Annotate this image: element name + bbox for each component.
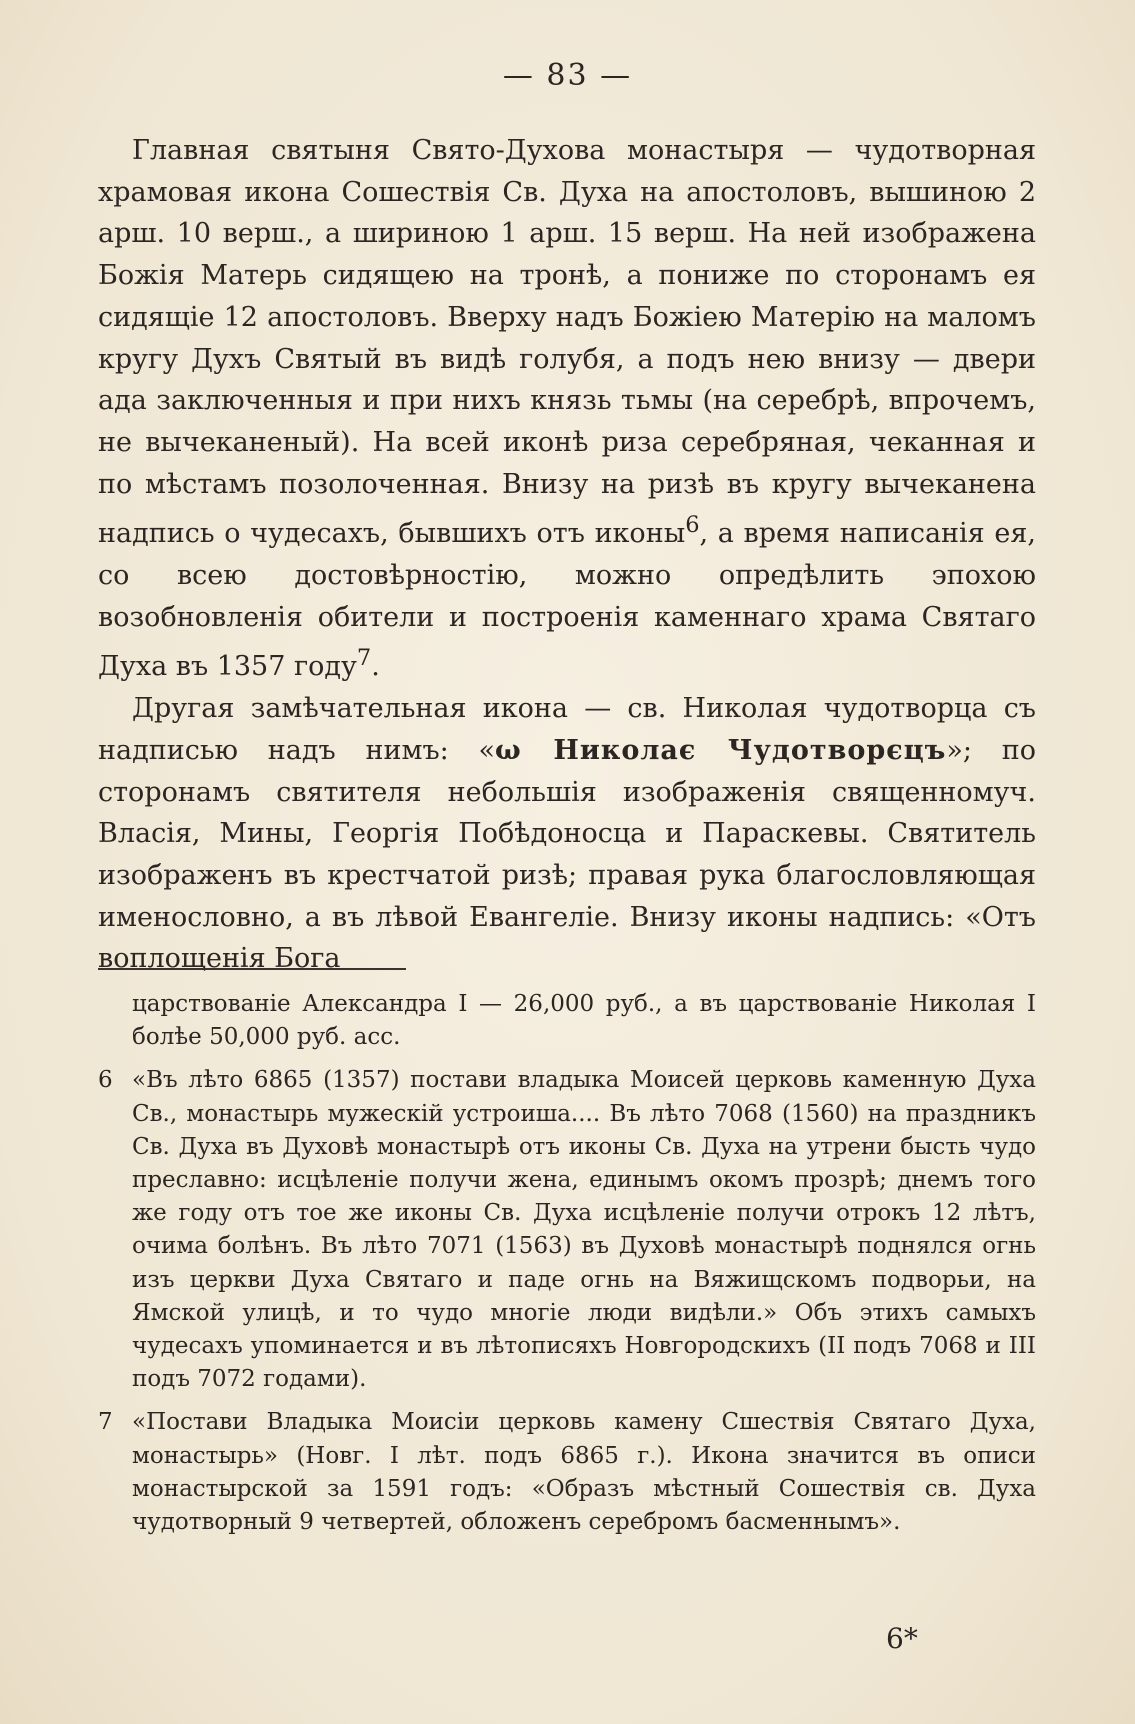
footnote-ref-7[interactable]: 7 (356, 645, 372, 672)
footnote-continuation: царствованіе Александра I — 26,000 руб., а въ царствованіе Николая I болѣе 50,000 руб. асс. (132, 991, 1036, 1051)
main-text (98, 130, 1036, 980)
footnote-number: 7 (98, 1409, 113, 1436)
footnote-text: «Постави Владыка Моисіи церковь камену Сшествія Святаго Духа, монастырь» (Новг. I лѣт. подъ 6865 г.). Икона значится въ описи монастырской за 1591 годъ: «Образъ мѣстный Сошествія св. Духа чудотворный 9 четвертей, обложенъ серебромъ басменнымъ». (132, 1409, 1036, 1536)
page-number: — 83 — (502, 58, 633, 93)
signature-mark: 6* (886, 1622, 918, 1655)
footnote-number: 6 (98, 1067, 113, 1094)
paragraph-1-end: . (371, 651, 380, 683)
paragraph-1 (98, 130, 1036, 688)
paragraph-2 (98, 688, 1036, 980)
footnote-separator (98, 968, 406, 970)
paragraph-2-end: »; по сторонамъ святителя небольшія изображенія священномуч. Власія, Мины, Георгія Побѣдоносца и Параскевы. Святитель изображенъ въ крестчатой ризѣ; правая рука благословляющая именословно, а въ лѣвой Евангеліе. Внизу иконы надпись: «Отъ воплощенія Бога (98, 734, 1036, 975)
paragraph-1-mid: , а время написанія ея, со всею достовѣрностію, можно опредѣлить эпохою возобновленія обители и построенія каменнаго храма Святаго Духа въ 1357 году (98, 518, 1036, 683)
old-slavonic-inscription: ω Николає Чудотворєцъ (495, 734, 947, 766)
footnotes (98, 988, 1036, 1539)
footnote-text: «Въ лѣто 6865 (1357) постави владыка Моисей церковь каменную Духа Св., монастырь мужескій устроиша.... Въ лѣто 7068 (1560) на праздникъ Св. Духа въ Духовѣ монастырѣ отъ иконы Св. Духа на утрени бысть чудо преславно: исцѣленіе получи жена, единымъ окомъ прозрѣ; днемъ того же году отъ тое же иконы Св. Духа исцѣленіе получи отрокъ 12 лѣтъ, очима болѣнъ. Въ лѣто 7071 (1563) въ Духовѣ монастырѣ поднялся огнь изъ церкви Духа Святаго и паде огнь на Вяжищскомъ подворьи, на Ямской улицѣ, и то чудо многіе люди видѣли.» Объ этихъ самыхъ чудесахъ упоминается и въ лѣтописяхъ Новгородскихъ (II подъ 7068 и III подъ 7072 годами). (132, 1067, 1036, 1393)
paragraph-2-start: Другая замѣчательная икона — св. Николая чудотворца съ надписью надъ нимъ: « (98, 693, 1036, 766)
footnote-6 (98, 1064, 1036, 1396)
paragraph-1-text: Главная святыня Свято-Духова монастыря — чудотворная храмовая икона Сошествія Св. Духа на апостоловъ, вышиною 2 арш. 10 верш., а шириною 1 арш. 15 верш. На ней изображена Божія Матерь сидящею на тронѣ, а пониже по сторонамъ ея сидящіе 12 апостоловъ. Вверху надъ Божіею Матерію на маломъ кругу Духъ Святый въ видѣ голубя, а подъ нею внизу — двери ада заключенныя и при нихъ князь тьмы (на серебрѣ, впрочемъ, не вычеканеный). На всей иконѣ риза серебряная, чеканная и по мѣстамъ позолоченная. Внизу на ризѣ въ кругу вычеканена надпись о чудесахъ, бывшихъ отъ иконы (98, 135, 1036, 550)
footnote-ref-6[interactable]: 6 (685, 512, 700, 539)
footnote-7 (98, 1406, 1036, 1539)
